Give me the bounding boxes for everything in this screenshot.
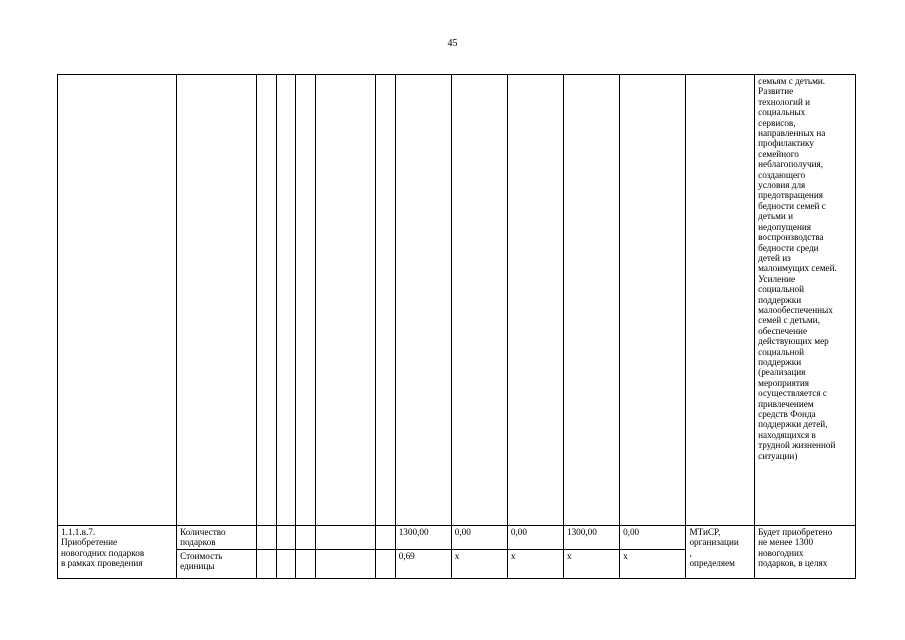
value-cell: 0,00 (507, 526, 563, 550)
value-cell: 0,00 (620, 526, 686, 550)
indicator-name-cell: Количество подарков (177, 526, 257, 550)
table-row (58, 75, 856, 526)
result-note-cell: Будет приобретено не менее 1300 новогодних подарков, в целях (755, 526, 856, 579)
page-number: 45 (447, 38, 458, 49)
note-cell: семьям с детьми. Развитие технологий и социальных сервисов, направленных на профилактику семейного неблагополучия, создающего условия для предотвращения бедности семей с детьми и недопущения воспроизводства бедности среди детей из малоимущих семей. Усиление социальной поддержки малообеспеченных семей с детьми, обеспечение действующих мер социальной поддержки (реализация мероприятия осуществляется с привлечением средств Фонда поддержки детей, находящихся в трудной жизненной ситуации) (755, 75, 856, 526)
table-row (58, 526, 856, 550)
value-cell: х (563, 549, 619, 578)
value-cell: 0,00 (451, 526, 507, 550)
measure-title-cell: 1.1.1.в.7. Приобретение новогодних подарков в рамках проведения (58, 526, 177, 579)
value-cell: 0,69 (395, 549, 451, 578)
value-cell: х (507, 549, 563, 578)
value-cell: х (620, 549, 686, 578)
value-cell: х (451, 549, 507, 578)
executor-cell: МТиСР, организации , определяем (686, 526, 755, 579)
value-cell: 1300,00 (563, 526, 619, 550)
program-table (57, 74, 856, 579)
value-cell: 1300,00 (395, 526, 451, 550)
indicator-name-cell: Стоимость единицы (177, 549, 257, 578)
